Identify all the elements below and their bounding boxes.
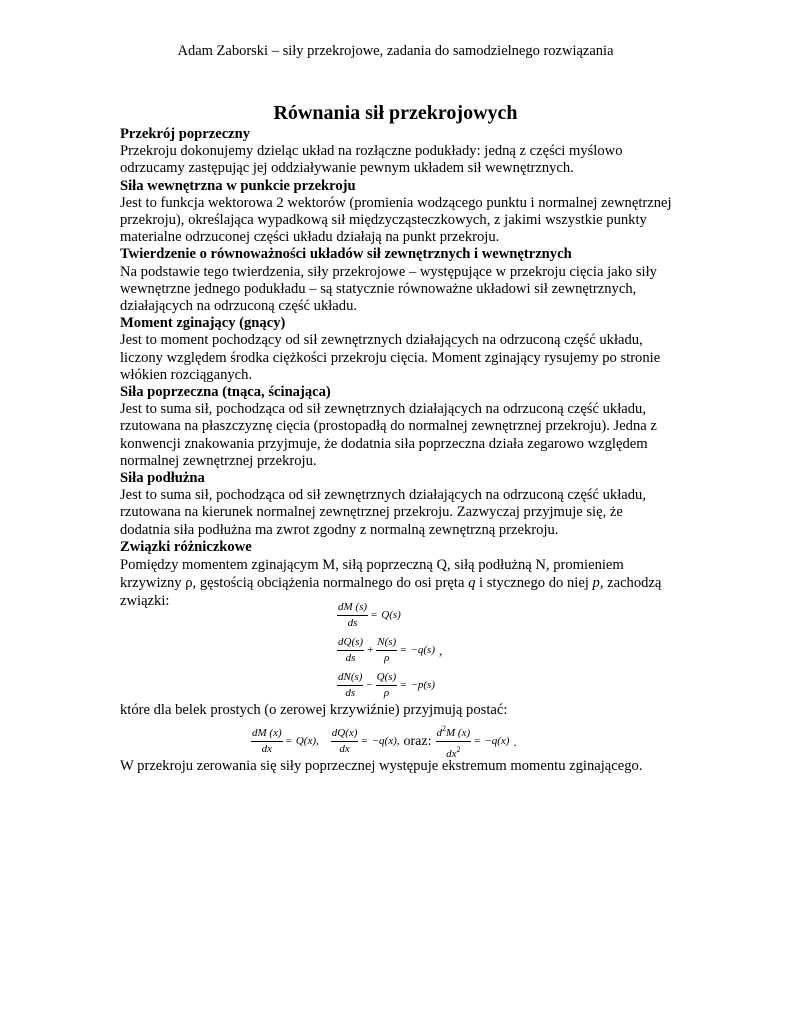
numerator: dQ(x) <box>331 727 359 742</box>
text-line: rzutowana na płaszczyznę cięcia (prostopadłą do normalnej zewnętrznej przekroju). Jedna z <box>120 418 657 435</box>
text-line: Jest to suma sił, pochodząca od sił zewnętrznych działających na odrzuconą część układu, <box>120 401 646 418</box>
text-line: Jest to moment pochodzący od sił zewnętrznych działających na odrzuconą część układu, <box>120 332 643 349</box>
numerator: dM (s) <box>337 601 368 616</box>
text-line: dodatnia siła podłużna ma zwrot zgodny z normalną zewnętrzną przekroju. <box>120 521 559 538</box>
text-line: związki: <box>120 593 170 610</box>
numerator: dN(s) <box>337 671 363 686</box>
section-axial-force <box>120 470 680 539</box>
punctuation: , <box>438 642 443 658</box>
body-text <box>120 126 680 610</box>
text-line: materialne odrzuconej części układu działają na punkt przekroju. <box>120 229 500 246</box>
text-line <box>120 574 680 592</box>
text-line: Przekroju dokonujemy dzieląc układ na rozłączne podukłady: jedną z części myślowo <box>120 143 623 160</box>
text-line: Jest to funkcja wektorowa 2 wektorów (promienia wodzącego punktu i normalnej zewnętrznej <box>120 194 672 211</box>
right-hand-side: −p(s) <box>410 678 435 691</box>
denominator: dx <box>261 743 272 755</box>
numerator: dM (x) <box>251 727 283 742</box>
text-line: rzutowana na kierunek normalnej zewnętrznej przekroju. Zazwyczaj przyjmuje się, że <box>120 504 623 521</box>
symbol-p: p <box>592 575 600 592</box>
text-line: Na podstawie tego twierdzenia, siły przekrojowe – występujące w przekroju cięcia jako siły <box>120 263 657 280</box>
equals-sign: = <box>400 643 407 656</box>
numerator: N(s) <box>376 636 397 651</box>
denominator: dx <box>339 743 350 755</box>
denominator-exponent: 2 <box>456 745 461 754</box>
text-line: Jest to suma sił, pochodząca od sił zewnętrznych działających na odrzuconą część układu, <box>120 487 646 504</box>
section-heading: Twierdzenie o równoważności układów sił zewnętrznych i wewnętrznych <box>120 246 572 263</box>
denominator: ρ <box>383 686 390 699</box>
fraction <box>337 671 363 700</box>
text-line: Pomiędzy momentem zginającym M, siłą poprzeczną Q, siłą podłużną N, promieniem <box>120 557 624 574</box>
right-hand-side: −q(x) <box>484 735 510 747</box>
fraction <box>337 601 368 630</box>
denominator: ds <box>347 616 358 629</box>
text-line: odrzucamy zastępując jej oddziaływanie pewnym układem sił wewnętrznych. <box>120 160 574 177</box>
numerator: Q(s) <box>376 671 398 686</box>
section-paragraph <box>120 487 680 539</box>
numerator: dQ(s) <box>337 636 364 651</box>
section-bending-moment <box>120 315 680 384</box>
equation-2 <box>337 633 442 667</box>
numerator-rest: M (x) <box>446 727 471 739</box>
fraction <box>376 671 398 700</box>
denominator: ds <box>345 651 356 664</box>
fraction <box>251 727 283 756</box>
running-header: Adam Zaborski – siły przekrojowe, zadania do samodzielnego rozwiązania <box>177 43 614 59</box>
section-heading: Związki różniczkowe <box>120 538 252 555</box>
section-equivalence-theorem <box>120 246 680 315</box>
right-hand-side: Q(s) <box>381 608 401 621</box>
text-run: krzywizny ρ, gęstością obciążenia normalnego do osi pręta <box>120 575 469 592</box>
section-internal-force <box>120 178 680 247</box>
connector-word: oraz: <box>403 734 432 749</box>
section-heading: Siła wewnętrzna w punkcie przekroju <box>120 177 356 194</box>
numerator-exponent: 2 <box>442 724 446 733</box>
text-line: konwencji znakowania przyjmuje, że dodatnia siła poprzeczna działa zegarowo względem <box>120 435 648 452</box>
punctuation: . <box>513 734 517 749</box>
section-heading: Siła poprzeczna (tnąca, ścinająca) <box>120 384 331 401</box>
section-paragraph <box>120 143 680 177</box>
equation-3 <box>337 668 442 702</box>
document-title: Równania sił przekrojowych <box>273 102 518 124</box>
final-statement: W przekroju zerowania się siły poprzecznej występuje ekstremum momentu zginającego. <box>120 758 643 774</box>
denominator: ρ <box>384 651 390 664</box>
straight-beam-intro: które dla belek prostych (o zerowej krzywiźnie) przyjmują postać: <box>120 702 508 718</box>
section-heading: Moment zginający (gnący) <box>120 315 286 332</box>
right-hand-side: −q(x), <box>371 735 400 747</box>
text-run: , zachodzą <box>599 575 662 592</box>
equals-sign: = <box>400 678 407 691</box>
text-line: liczony względem środka ciężkości przekroju cięcia. Moment zginający rysujemy po stronie <box>120 349 661 366</box>
fraction <box>376 636 397 665</box>
section-shear-force <box>120 384 680 470</box>
fraction <box>331 727 359 756</box>
equation-1 <box>337 598 442 632</box>
numerator <box>436 722 472 742</box>
section-heading: Siła podłużna <box>120 470 205 487</box>
right-hand-side: Q(x), <box>295 735 319 747</box>
differential-equations <box>337 598 442 703</box>
section-cross-section <box>120 126 680 178</box>
text-run: i stycznego do niej <box>475 575 593 592</box>
section-heading: Przekrój poprzeczny <box>120 126 251 142</box>
plus-sign: + <box>367 643 374 656</box>
section-paragraph <box>120 195 680 247</box>
equals-sign: = <box>474 735 481 747</box>
equals-sign: = <box>361 735 368 747</box>
minus-sign: − <box>366 678 373 691</box>
equals-sign: = <box>371 608 378 621</box>
text-line: przekroju), określająca wypadkową sił międzycząsteczkowych, z jakimi wszystkie punkty <box>120 212 647 229</box>
equals-sign: = <box>285 735 292 747</box>
text-line: włókien rozciąganych. <box>120 366 253 383</box>
right-hand-side: −q(s) <box>410 643 435 656</box>
denominator-base: dx <box>446 748 457 760</box>
denominator: ds <box>345 686 356 699</box>
fraction <box>337 636 364 665</box>
section-paragraph <box>120 332 680 384</box>
section-paragraph <box>120 401 680 470</box>
text-line: wewnętrzne jednego podukładu – są statycznie równoważne układowi sił zewnętrznych, <box>120 280 637 297</box>
numerator-d: d <box>436 727 442 739</box>
symbol-q: q <box>468 575 476 592</box>
section-paragraph <box>120 264 680 316</box>
fraction <box>436 722 472 761</box>
text-line: działających na odrzuconą część układu. <box>120 298 358 315</box>
text-line: normalnej zewnętrznej przekroju. <box>120 452 317 469</box>
straight-beam-equations <box>251 722 517 761</box>
